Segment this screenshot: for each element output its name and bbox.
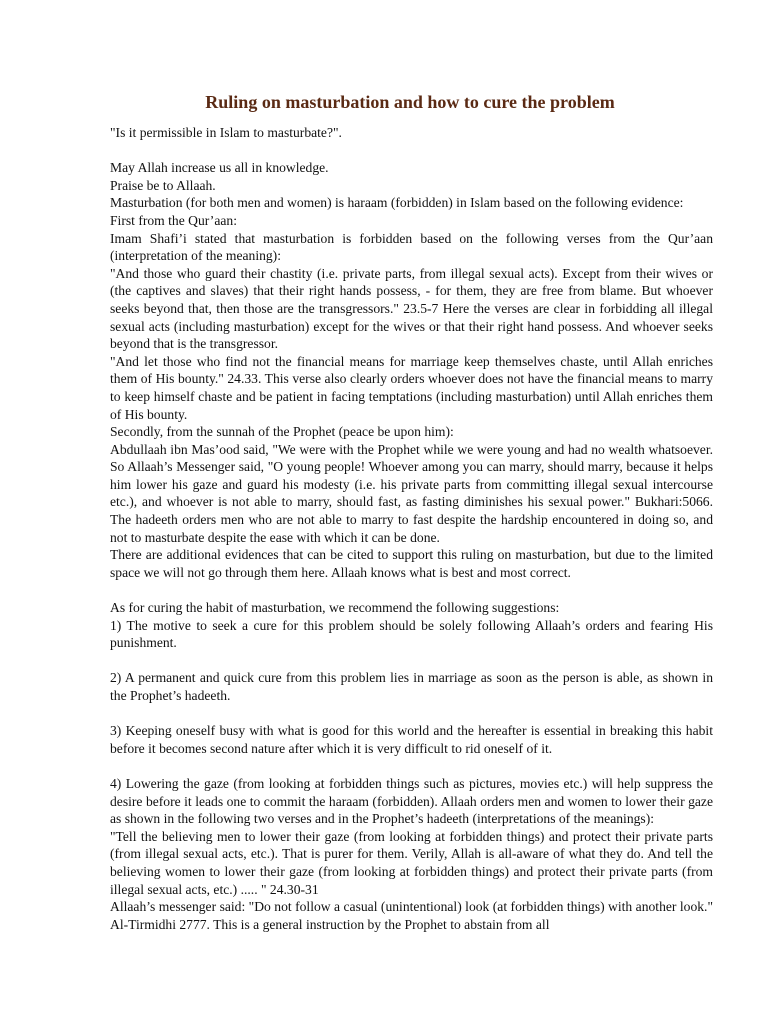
paragraph-spacer [110,142,713,160]
body-paragraph: "Is it permissible in Islam to masturbate?". [110,125,342,140]
body-paragraph: First from the Qur’aan: [110,212,237,228]
body-paragraph: 3) Keeping oneself busy with what is good for this world and the hereafter is essential in breaking this habit before it becomes second nature after which it is very difficult to rid oneself of it. [110,723,713,756]
body-paragraph: Abdullaah ibn Mas’ood said, "We were with the Prophet while we were young and had no wealth whatsoever. So Allaah’s Messenger said, "O young people! Whoever among you can marry, should marry, because it helps him lower his gaze and guard his modesty (i.e. his private parts from committing illegal sexual intercourse etc.), and whoever is not able to marry, should fast, as fasting diminishes his sexual power." Bukhari:5066. The hadeeth orders men who are not able to marry to fast despite the hardship encountered in doing so, and not to masturbate despite the ease with which it can be done. [110,441,713,545]
document-title: Ruling on masturbation and how to cure the problem [205,92,615,112]
paragraph-spacer [110,652,713,670]
document-body [110,124,713,933]
body-paragraph: May Allah increase us all in knowledge. [110,160,329,176]
body-paragraph: 4) Lowering the gaze (from looking at forbidden things such as pictures, movies etc.) will help suppress the desire before it leads one to commit the haraam (forbidden). Allaah orders men and women to lower their gaze as shown in the following two verses and in the Prophet’s hadeeth (interpretations of the meanings): [110,775,713,827]
paragraph-spacer [110,581,713,599]
body-paragraph: "And let those who find not the financial means for marriage keep themselves chaste, until Allah enriches them of His bounty." 24.33. This verse also clearly orders whoever does not have the financial means to marry to keep himself chaste and be patient in facing temptations (including masturbation) until Allah enriches them of His bounty. [110,353,713,422]
body-paragraph: "And those who guard their chastity (i.e. private parts, from illegal sexual acts). Except from their wives or (the captives and slaves) that their right hands possess, - for them, they are free from blame. But whoever seeks beyond that, then those are the transgressors." 23.5-7 Here the verses are clear in forbidding all illegal sexual acts (including masturbation) except for the wives or that their right hand possess. And whoever seeks beyond that is the transgressor. [110,265,713,352]
body-paragraph: Masturbation (for both men and women) is haraam (forbidden) in Islam based on the following evidence: [110,195,684,211]
body-paragraph: "Tell the believing men to lower their gaze (from looking at forbidden things) and protect their private parts (from illegal sexual acts, etc.). That is purer for them. Verily, Allah is all-aware of what they do. And tell the believing women to lower their gaze (from looking at forbidden things) and protect their private parts (from illegal sexual acts, etc.) ..... " 24.30-31 [110,828,713,897]
paragraph-spacer [110,705,713,723]
body-paragraph: As for curing the habit of masturbation, we recommend the following suggestions: [110,600,560,616]
body-paragraph: Praise be to Allaah. [110,177,216,193]
body-paragraph: There are additional evidences that can be cited to support this ruling on masturbation, but due to the limited space we will not go through them here. Allaah knows what is best and most correct. [110,547,713,580]
body-paragraph: Secondly, from the sunnah of the Prophet (peace be upon him): [110,424,454,440]
body-paragraph: 2) A permanent and quick cure from this problem lies in marriage as soon as the person is able, as shown in the Prophet’s hadeeth. [110,670,713,703]
body-paragraph: 1) The motive to seek a cure for this problem should be solely following Allaah’s orders and fearing His punishment. [110,617,713,651]
body-paragraph: Imam Shafi’i stated that masturbation is forbidden based on the following verses from the Qur’aan (interpretation of the meaning): [110,230,713,264]
paragraph-spacer [110,757,713,775]
body-paragraph: Allaah’s messenger said: "Do not follow a casual (unintentional) look (at forbidden things) with another look." Al-Tirmidhi 2777. This is a general instruction by the Prophet to abstain from all [110,899,713,932]
